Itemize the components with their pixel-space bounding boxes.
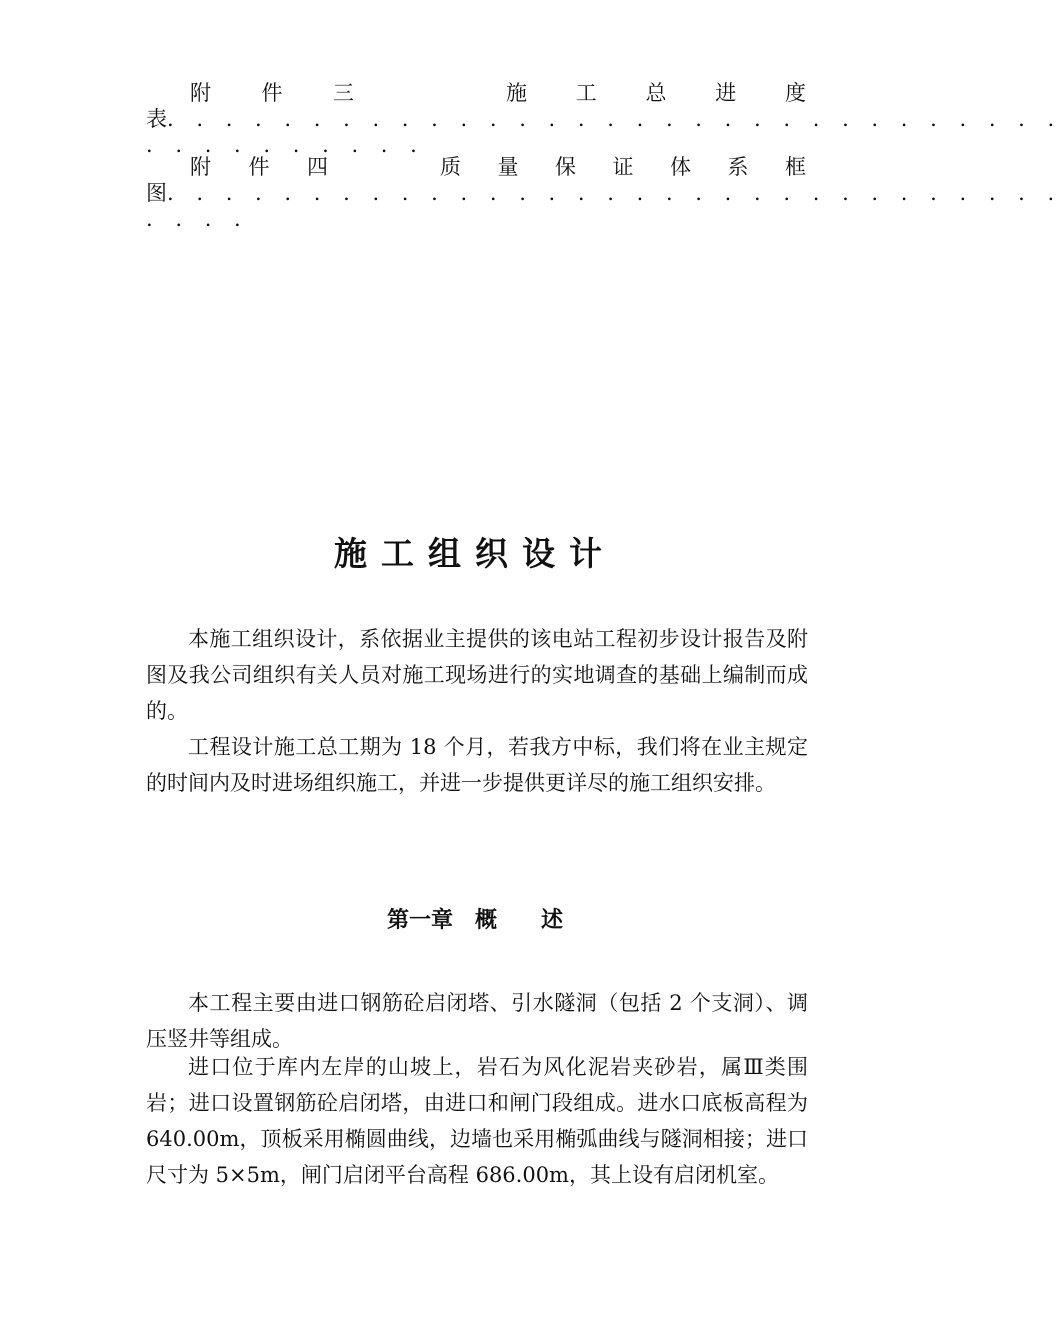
toc-continuation: 表 [146,107,167,131]
toc-char: 进 [715,81,737,105]
toc-char: 件 [248,155,270,179]
toc-entry-3-line-2 [146,106,1062,132]
toc-char: 质 [440,155,461,179]
toc-entry-3-line-1 [146,80,806,106]
toc-char: 系 [727,155,749,179]
toc-leader-dots: . . . . . . . . . . . . . . . . . . . . . . . . . . . . . . . [167,107,1062,131]
toc-leader-dots: . . . . [146,207,249,231]
body-paragraph-2: 进口位于库内左岸的山坡上，岩石为风化泥岩夹砂岩，属Ⅲ类围岩；进口设置钢筋砼启闭塔，由进口和闸门段组成。进水口底板高程为 640.00m，顶板采用椭圆曲线，边墙也采用椭弧曲线与隧洞相接；进口尺寸为 5×5m，闸门启闭平台高程 686.00m，其上设有启闭机室。 [146,1055,808,1187]
body-paragraph-1: 本工程主要由进口钢筋砼启闭塔、引水隧洞（包括 2 个支洞）、调压竖井等组成。 [146,991,808,1051]
toc-entry-4-line-3 [146,206,806,232]
toc-char: 施 [506,81,527,105]
toc-leader-dots: . . . . . . . . . . . . . . . . . . . . . . . . . . . . . . . [167,181,1062,205]
intro-paragraph-2: 工程设计施工总工期为 18 个月，若我方中标，我们将在业主规定的时间内及时进场组织施工，并进一步提供更详尽的施工组织安排。 [146,735,808,795]
toc-char: 附 [190,81,211,105]
toc-entry-4-line-2 [146,180,1062,206]
toc-char: 附 [190,155,211,179]
toc-char: 工 [575,81,597,105]
toc-char: 总 [645,81,667,105]
toc-char: 框 [785,155,806,179]
toc-char: 四 [307,155,328,179]
toc-char: 件 [261,81,283,105]
toc-leader-dots: . . . . . . . . . . [146,133,425,157]
toc-char: 度 [785,81,806,105]
chapter-heading: 第一章 概 述 [386,908,563,933]
toc-char: 证 [612,155,634,179]
toc-char: 量 [497,155,519,179]
toc-char: 体 [670,155,691,179]
toc-char: 保 [555,155,576,179]
toc-char: 三 [333,81,354,105]
toc-continuation: 图 [146,181,167,205]
toc-entry-4-line-1 [146,154,806,180]
intro-paragraph-1: 本施工组织设计，系依据业主提供的该电站工程初步设计报告及附图及我公司组织有关人员对施工现场进行的实地调查的基础上编制而成的。 [146,627,808,723]
document-title: 施工组织设计 [334,534,616,573]
